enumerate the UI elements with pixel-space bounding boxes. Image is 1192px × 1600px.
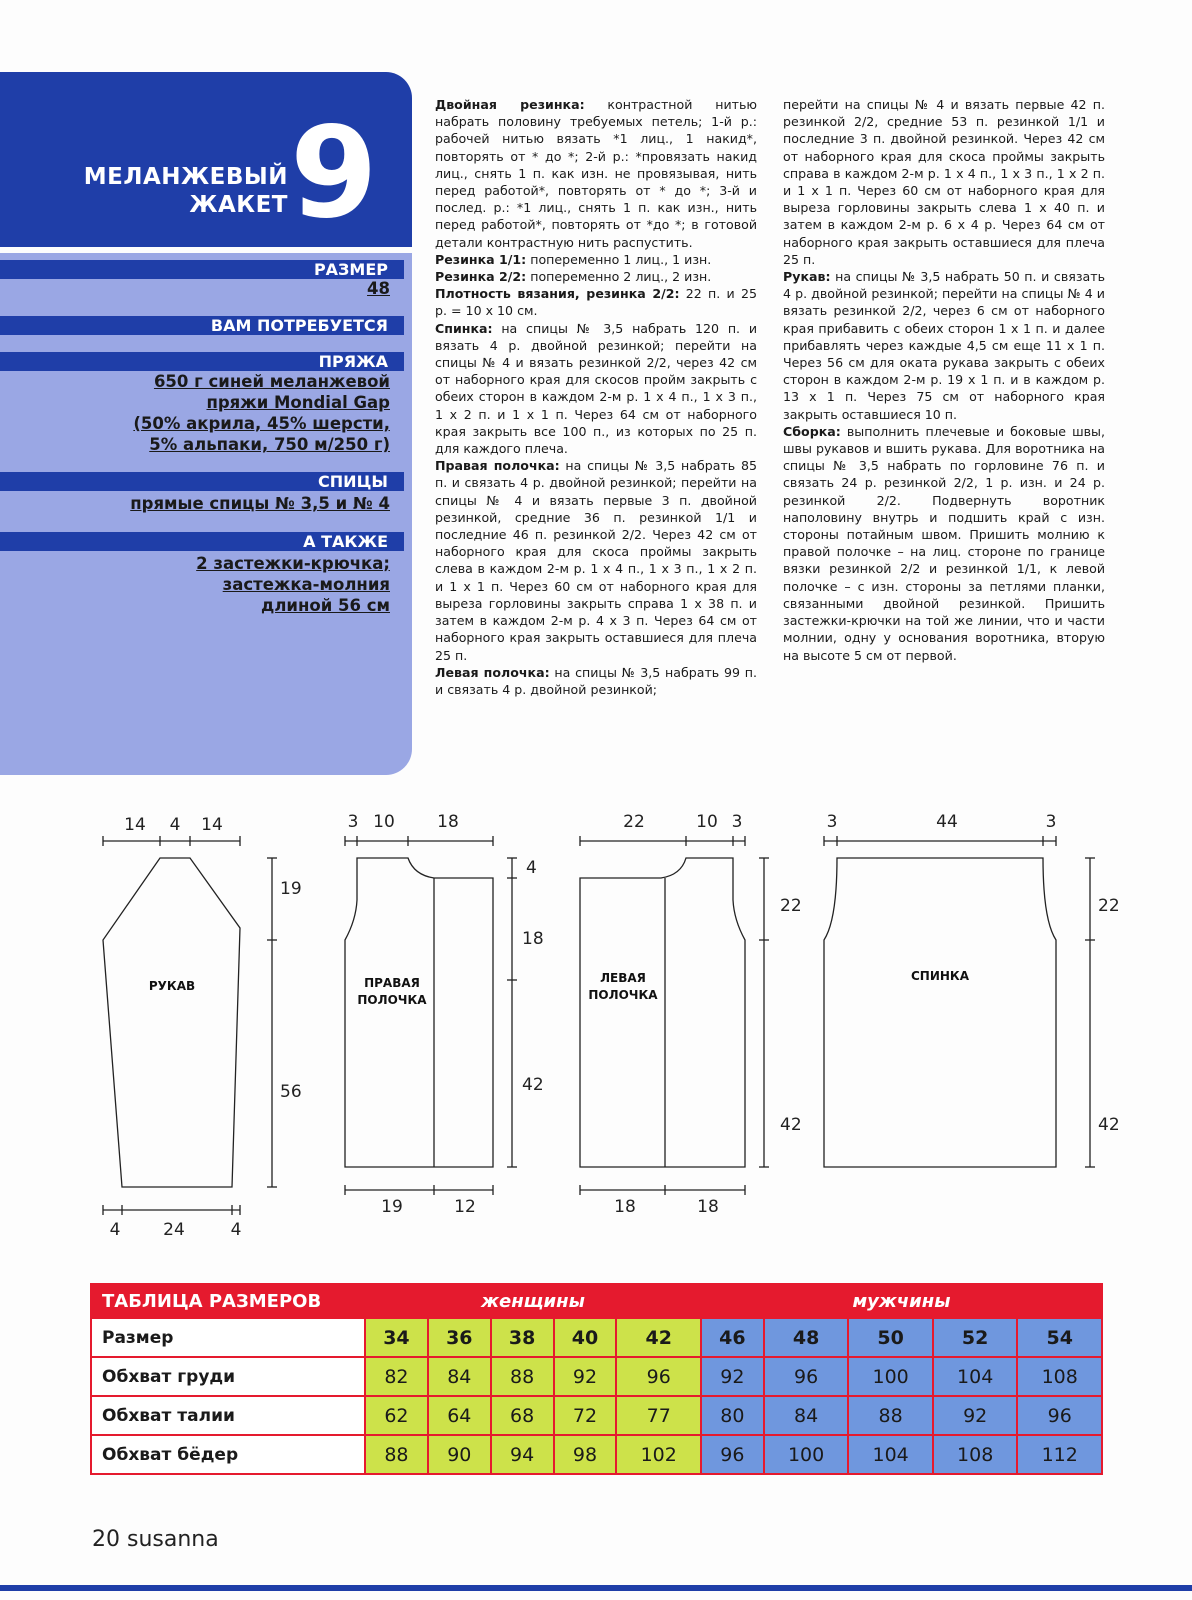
- gauge-heading: Плотность вязания, резинка 2/2:: [435, 286, 680, 302]
- also-line-3: длиной 56 см: [261, 596, 390, 615]
- table-row: [91, 1435, 1102, 1474]
- title-line-1: МЕЛАНЖЕВЫЙ: [83, 164, 288, 190]
- dim-label: 4: [169, 815, 181, 835]
- dim-label: 19: [381, 1197, 403, 1217]
- also-header-bar: [0, 532, 404, 551]
- dim-label: 42: [522, 1075, 544, 1095]
- page-number: 20: [92, 1527, 120, 1552]
- table-cell: 92: [701, 1357, 764, 1396]
- dim-label: 3: [826, 812, 838, 832]
- table-cell: 92: [554, 1357, 617, 1396]
- table-cell: 42: [616, 1318, 701, 1357]
- dim-label: 4: [109, 1220, 121, 1240]
- table-cell: 72: [554, 1396, 617, 1435]
- need-header-bar: [0, 316, 404, 335]
- table-cell: 96: [616, 1357, 701, 1396]
- left-front-text-cont: перейти на спицы № 4 и вязать первые 42 п. резинкой 2/2, средние 53 п. резинкой 1/1 и последние 3 п. двойной резинкой. Через 42 см от наборного края для скоса проймы закрыть справа в каждом 2-м р. 1 х 4 п., 1 х 3 п., 1 х 2 п. и 1 х 1 п. Через 60 см от наборного края для выреза горловины закрыть слева 1 х 40 п. и затем в каждом 2-м р. 6 х 4 р. Через 64 см от наборного края закрыть оставшиеся для плеча 25 п.: [783, 97, 1105, 267]
- sleeve-text: на спицы № 3,5 набрать 50 п. и связать 4 р. двойной резинкой; перейти на спицы № 4 и вязать резинкой 2/2, через 6 см от наборного края прибавить с обеих сторон 1 х 1 п. и далее прибавлять через каждые 4,5 см еще 11 х 1 п. Через 56 см для оката рукава закрыть с обеих сторон в каждом 2-м р. 19 х 1 п. и в каждом р. 13 х 1 п. Через 75 см от наборного края закрыть оставшиеся 10 п.: [783, 269, 1105, 422]
- size-table-title: ТАБЛИЦА РАЗМЕРОВ: [91, 1284, 365, 1318]
- table-cell: 104: [848, 1435, 933, 1474]
- table-cell: 77: [616, 1396, 701, 1435]
- table-row: [91, 1318, 1102, 1357]
- title-band: [0, 72, 412, 247]
- instructions-column-1: [435, 96, 757, 698]
- table-cell: 88: [491, 1357, 554, 1396]
- table-cell: 52: [933, 1318, 1018, 1357]
- rib-2-2-heading: Резинка 2/2:: [435, 269, 527, 285]
- table-cell: 34: [365, 1318, 428, 1357]
- page-footer: [92, 1527, 219, 1552]
- yarn-header: ПРЯЖА: [318, 352, 388, 371]
- sleeve-label: РУКАВ: [148, 979, 196, 993]
- row-label: Размер: [91, 1318, 365, 1357]
- table-row: [91, 1357, 1102, 1396]
- dim-label: 24: [163, 1220, 185, 1240]
- dim-label: 18: [614, 1197, 636, 1217]
- table-cell: 92: [933, 1396, 1018, 1435]
- size-value: 48: [367, 279, 390, 298]
- left-front-text-start: на спицы № 3,5 набрать 99 п. и связать 4 р. двойной резинкой;: [435, 664, 757, 697]
- pattern-diagrams: [80, 790, 1120, 1250]
- table-row: [91, 1396, 1102, 1435]
- table-cell: 98: [554, 1435, 617, 1474]
- dim-label: 4: [230, 1220, 242, 1240]
- dim-label: 3: [731, 812, 743, 832]
- dim-label: 4: [526, 858, 537, 878]
- table-cell: 104: [933, 1357, 1018, 1396]
- table-cell: 38: [491, 1318, 554, 1357]
- table-cell: 84: [428, 1357, 491, 1396]
- dim-label: 44: [936, 812, 958, 832]
- title-line-2: ЖАКЕТ: [189, 192, 288, 218]
- table-cell: 100: [848, 1357, 933, 1396]
- dim-label: 42: [780, 1115, 802, 1135]
- dim-label: 18: [697, 1197, 719, 1217]
- need-header: ВАМ ПОТРЕБУЕТСЯ: [210, 316, 388, 335]
- bottom-rule: [0, 1585, 1192, 1591]
- sleeve-heading: Рукав:: [783, 269, 831, 285]
- rib-1-1-text: попеременно 1 лиц., 1 изн.: [526, 251, 712, 267]
- table-cell: 112: [1017, 1435, 1102, 1474]
- left-front-label-1: ЛЕВАЯ: [600, 971, 646, 985]
- dim-label: 22: [623, 812, 645, 832]
- pattern-number: 9: [290, 99, 378, 246]
- instructions-column-2: [783, 96, 1105, 664]
- yarn-header-bar: [0, 352, 404, 371]
- needles-value: прямые спицы № 3,5 и № 4: [130, 494, 390, 513]
- size-table-header: [91, 1284, 1102, 1318]
- table-cell: 36: [428, 1318, 491, 1357]
- left-front-label-2: ПОЛОЧКА: [588, 988, 658, 1002]
- size-header: РАЗМЕР: [313, 260, 388, 279]
- left-front-shape: [580, 858, 745, 1167]
- dim-label: 3: [347, 812, 359, 832]
- table-cell: 88: [848, 1396, 933, 1435]
- table-cell: 88: [365, 1435, 428, 1474]
- size-header-bar: [0, 260, 404, 279]
- dim-label: 22: [780, 896, 802, 916]
- table-cell: 96: [1017, 1396, 1102, 1435]
- table-cell: 84: [764, 1396, 849, 1435]
- table-cell: 48: [764, 1318, 849, 1357]
- table-cell: 108: [1017, 1357, 1102, 1396]
- row-label: Обхват груди: [91, 1357, 365, 1396]
- women-header: женщины: [365, 1284, 701, 1318]
- back-shape: [824, 858, 1056, 1167]
- table-cell: 64: [428, 1396, 491, 1435]
- yarn-line-4: 5% альпаки, 750 м/250 г): [149, 435, 390, 454]
- dim-label: 14: [124, 815, 146, 835]
- table-cell: 68: [491, 1396, 554, 1435]
- materials-sidebar: [0, 247, 412, 775]
- rib-2-2-text: попеременно 2 лиц., 2 изн.: [526, 269, 712, 285]
- gauge-text: 22 п. и 25 р. = 10 х 10 см.: [435, 286, 757, 319]
- table-cell: 90: [428, 1435, 491, 1474]
- sleeve-shape: [103, 858, 240, 1187]
- dim-label: 10: [696, 812, 718, 832]
- back-label: СПИНКА: [910, 969, 970, 983]
- right-front-text: на спицы № 3,5 набрать 85 п. и связать 4 р. двойной резинкой; перейти на спицы № 4 и вязать первые 3 п. двойной резинкой, средние 36 п. резинкой 1/1 и последние 46 п. резинкой 2/2. Через 42 см от наборного края для скоса проймы закрыть слева в каждом 2-м р. 1 х 4 п., 1 х 3 п., 1 х 2 п. и 1 х 1 п. Через 60 см от наборного края для выреза горловины закрыть справа 1 х 38 п. и затем в каждом 2-м р. 4 х 3 п. Через 64 см от наборного края закрыть оставшиеся для плеча 25 п.: [435, 458, 757, 663]
- row-label: Обхват талии: [91, 1396, 365, 1435]
- back-heading: Спинка:: [435, 320, 493, 336]
- also-line-1: 2 застежки-крючка;: [196, 554, 390, 573]
- row-label: Обхват бёдер: [91, 1435, 365, 1474]
- table-cell: 94: [491, 1435, 554, 1474]
- dim-label: 14: [201, 815, 223, 835]
- table-cell: 96: [701, 1435, 764, 1474]
- men-header: мужчины: [701, 1284, 1102, 1318]
- table-cell: 100: [764, 1435, 849, 1474]
- size-table: [90, 1283, 1103, 1475]
- double-rib-heading: Двойная резинка:: [435, 97, 585, 112]
- dim-label: 18: [522, 929, 544, 949]
- assembly-text: выполнить плечевые и боковые швы, швы рукавов и вшить рукава. Для воротника на спицы № 3,5 набрать по горловине 76 п. и связать 24 р. резинкой 2/2, 1 р. изн. и 24 р. резинкой 2/2. Подвернуть воротник наполовину внутрь и подшить край с изн. стороны потайным швом. Пришить молнию к правой полочке – на лиц. стороне по границе вязки резинкой 2/2 и резинкой 1/1, к левой полочке – с изн. стороны за петлями планки, связанными двойной резинкой. Пришить застежки-крючки на той же линии, что и части молнии, одну у основания воротника, вторую на высоте 5 см от первой.: [783, 423, 1105, 663]
- dim-label: 22: [1098, 896, 1120, 916]
- dim-label: 3: [1045, 812, 1057, 832]
- also-header: А ТАКЖЕ: [303, 532, 388, 551]
- right-front-heading: Правая полочка:: [435, 458, 560, 474]
- table-cell: 80: [701, 1396, 764, 1435]
- table-cell: 108: [933, 1435, 1018, 1474]
- magazine-brand: susanna: [127, 1527, 219, 1552]
- table-cell: 82: [365, 1357, 428, 1396]
- needles-header-bar: [0, 472, 404, 491]
- rib-1-1-heading: Резинка 1/1:: [435, 251, 527, 267]
- dim-label: 12: [454, 1197, 476, 1217]
- left-front-heading: Левая полочка:: [435, 664, 550, 680]
- table-cell: 46: [701, 1318, 764, 1357]
- table-cell: 54: [1017, 1318, 1102, 1357]
- table-cell: 62: [365, 1396, 428, 1435]
- dim-label: 56: [280, 1082, 302, 1102]
- also-line-2: застежка-молния: [222, 575, 390, 594]
- table-cell: 96: [764, 1357, 849, 1396]
- right-front-label-1: ПРАВАЯ: [364, 976, 420, 990]
- back-text: на спицы № 3,5 набрать 120 п. и вязать 4 р. двойной резинкой; перейти на спицы № 4 и вязать резинкой 2/2, через 42 см от наборного края для скосов пройм закрыть с обеих сторон в каждом 2-м р. 1 х 4 п., 1 х 3 п., 1 х 2 п. и 1 х 1 п. Через 64 см от наборного края закрыть все 100 п., из которых по 25 п. для каждого плеча.: [435, 320, 757, 457]
- right-front-shape: [345, 858, 493, 1167]
- dim-label: 42: [1098, 1115, 1120, 1135]
- table-cell: 40: [554, 1318, 617, 1357]
- yarn-line-2: пряжи Mondial Gap: [206, 393, 390, 412]
- dim-label: 10: [373, 812, 395, 832]
- right-front-label-2: ПОЛОЧКА: [357, 993, 427, 1007]
- yarn-line-3: (50% акрила, 45% шерсти,: [133, 414, 390, 433]
- yarn-line-1: 650 г синей меланжевой: [153, 372, 390, 391]
- assembly-heading: Сборка:: [783, 423, 841, 439]
- dim-label: 19: [280, 879, 302, 899]
- dim-label: 18: [437, 812, 459, 832]
- double-rib-text: контрастной нитью набрать половину требуемых петель; 1-й р.: рабочей нитью вязать *1 лиц., 1 накид*, повторять от * до *; 2-й р.: *провязать накид лиц., снять 1 п. как изн. не провязывая, нить перед работой*, повторять от * до *; 3-й и послед. р.: *1 лиц., снять 1 п. как изн., нить перед работой*, повторять от *до *; в готовой детали контрастную нить распустить.: [435, 97, 757, 250]
- needles-header: СПИЦЫ: [318, 472, 388, 491]
- table-cell: 50: [848, 1318, 933, 1357]
- table-cell: 102: [616, 1435, 701, 1474]
